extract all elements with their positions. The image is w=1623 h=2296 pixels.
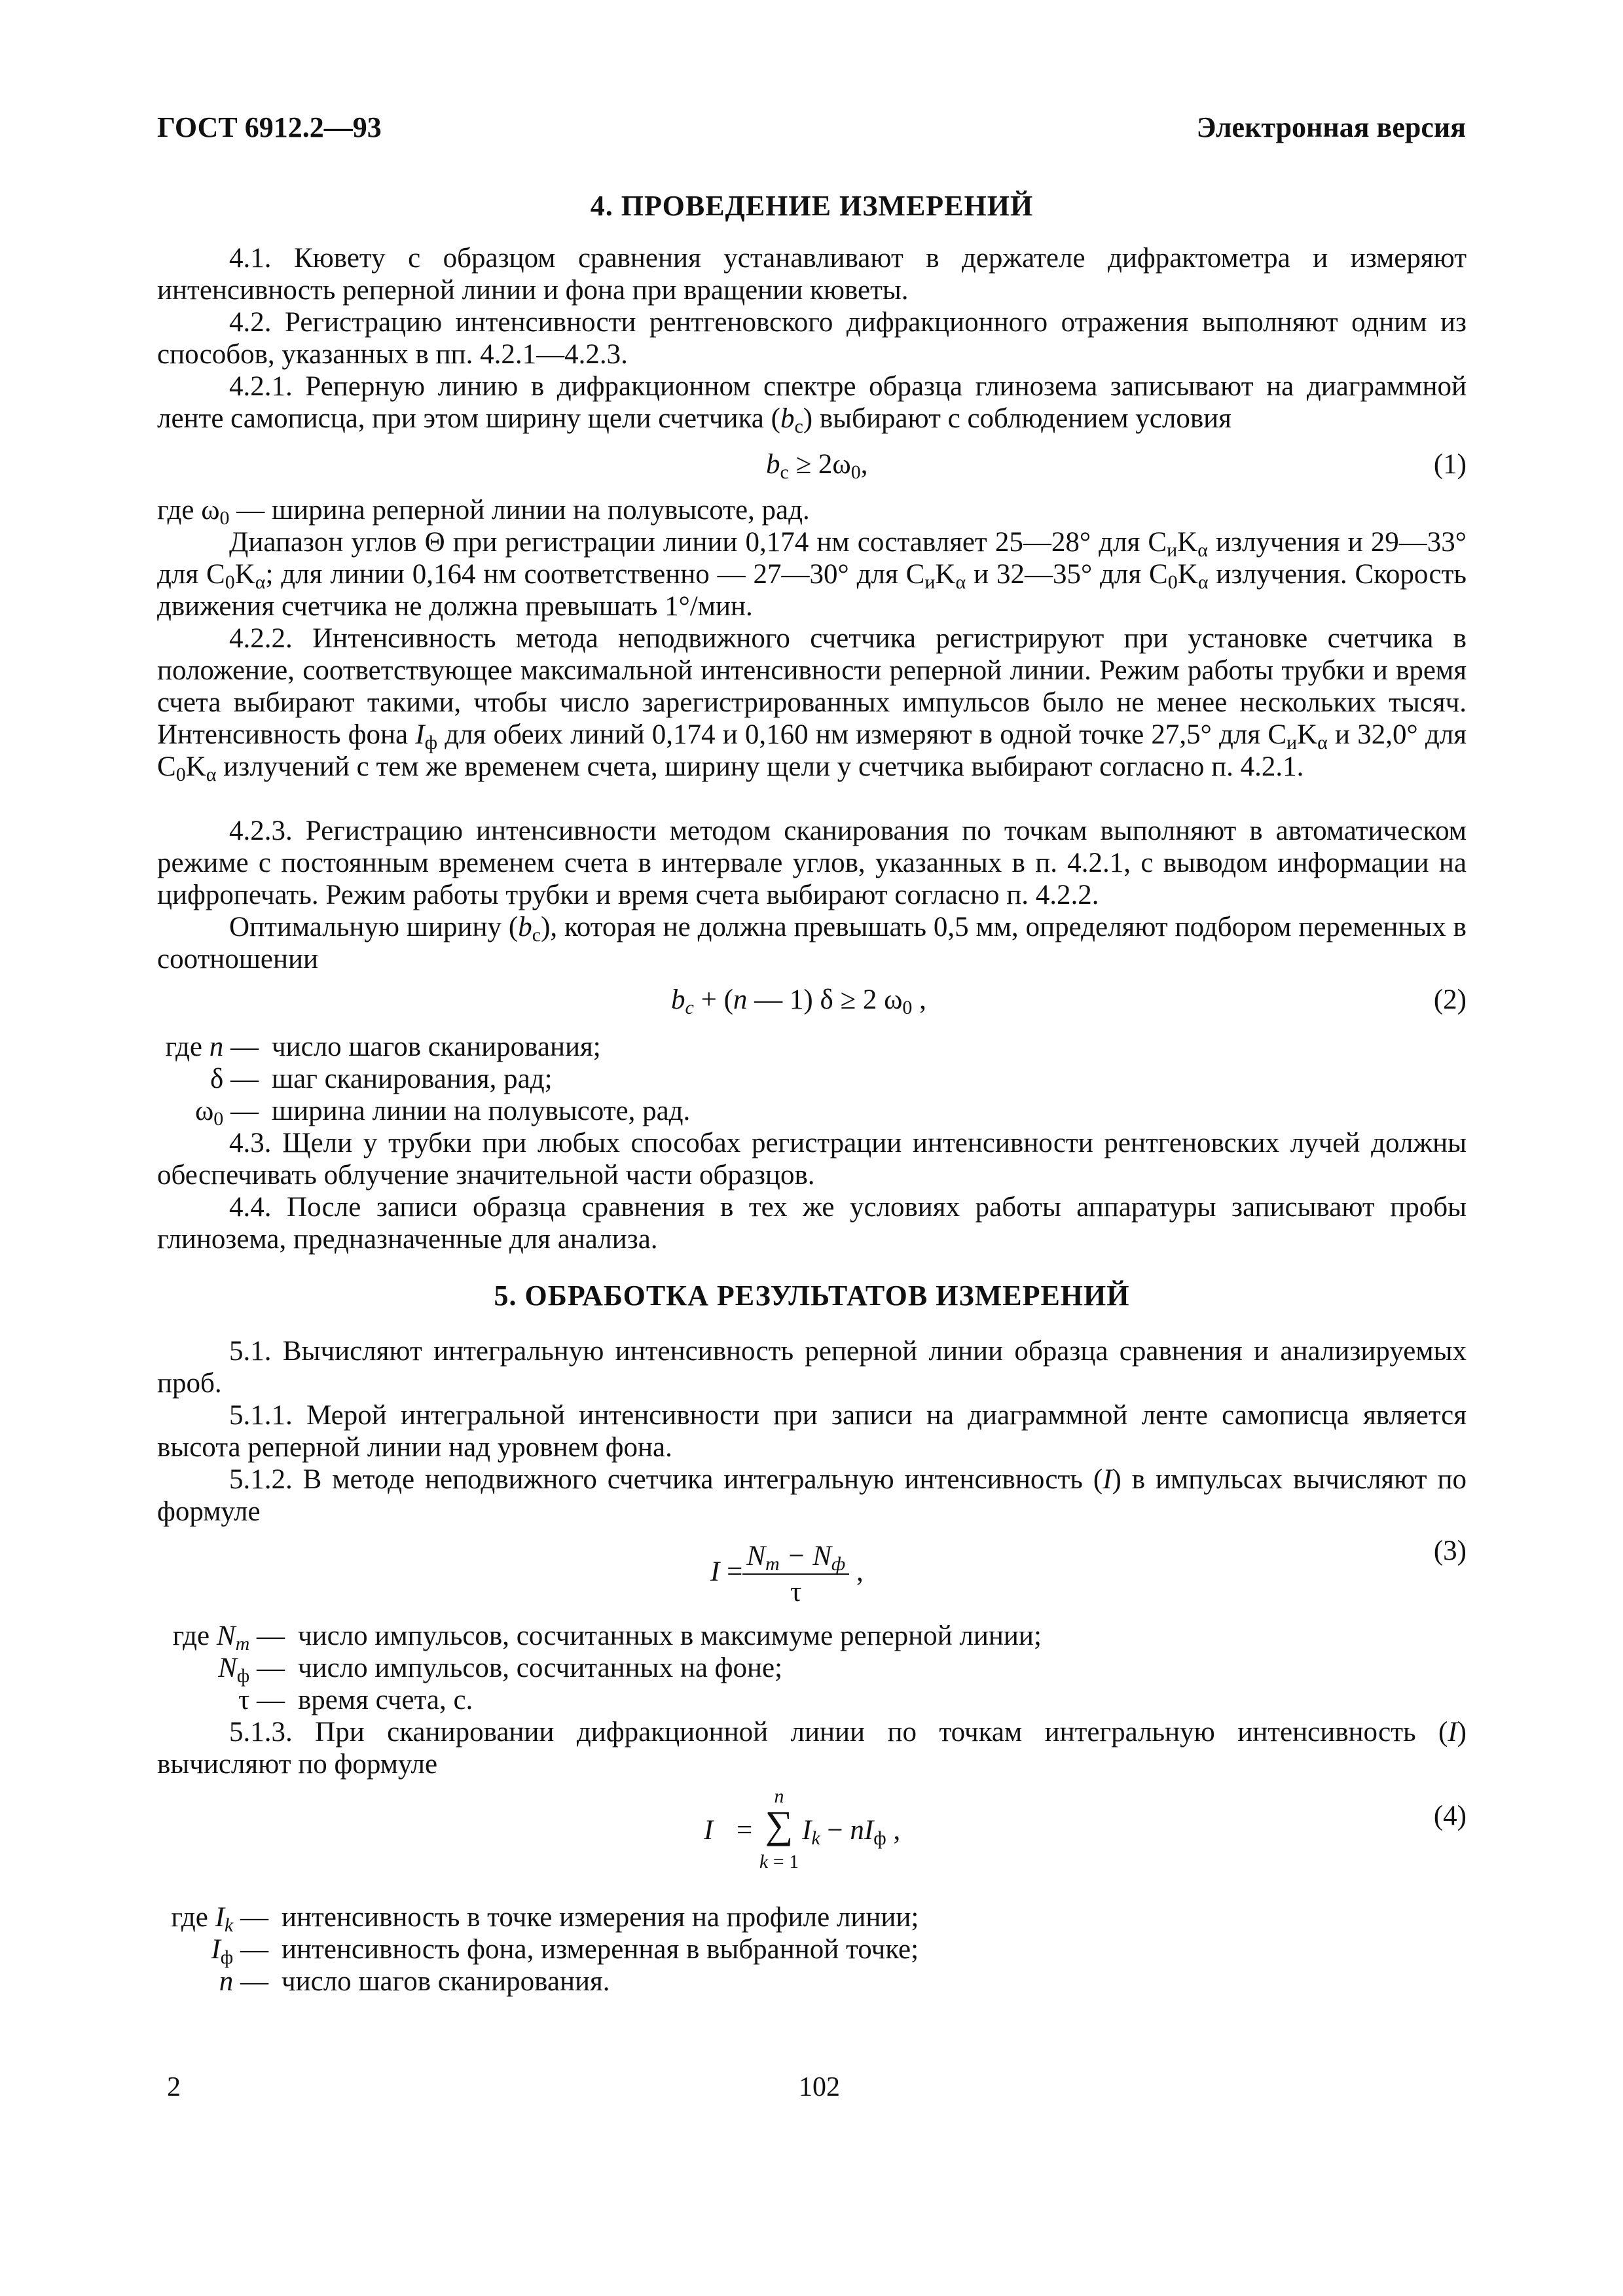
document-code: ГОСТ 6912.2—93 bbox=[157, 111, 382, 143]
paragraph-4-3: 4.3. Щели у трубки при любых способах регистрации интенсивности рентгеновских лучей должны обеспечивать облучение значительной части образцов. bbox=[157, 1128, 1467, 1191]
paragraph-5-1-1: 5.1.1. Мерой интегральной интенсивности при записи на диаграммной ленте самописца является высота реперной линии над уровнем фона. bbox=[157, 1400, 1467, 1463]
definition-row: где $N_m$ — число импульсов, сосчитанных в максимуме реперной линии; bbox=[172, 1621, 1042, 1655]
definition-row: δ — шаг сканирования, рад; bbox=[210, 1064, 553, 1094]
equation-1-number: (1) bbox=[1433, 449, 1467, 480]
paragraph-4-2: 4.2. Регистрацию интенсивности рентгеновского дифракционного отражения выполняют одним из способов, указанных в пп. 4.2.1—4.2.3. bbox=[157, 307, 1467, 370]
definition-row: $N_ф$ — число импульсов, сосчитанных на фоне; bbox=[218, 1653, 783, 1687]
definitions-eq3 bbox=[157, 1620, 1467, 1716]
equation-2: $b_c + (n$ — 1) δ ≥ 2 $\omega_0$ , (2) bbox=[671, 984, 1467, 1018]
definition-row: $I_ф$ — интенсивность фона, измеренная в выбранной точке; bbox=[211, 1934, 919, 1968]
equation-4: I = n ∑ k = 1 $I_k - nI_ф$ , (4) bbox=[704, 1785, 1467, 1873]
definition-omega0: где $\omega_0$ — ширина реперной линии на полувысоте, рад. bbox=[157, 495, 810, 529]
equation-3-number: (3) bbox=[1433, 1535, 1467, 1566]
paragraph-5-1-2: 5.1.2. В методе неподвижного счетчика интегральную интенсивность (I) в импульсах вычисляют по формуле bbox=[157, 1464, 1467, 1527]
page-number-center: 102 bbox=[799, 2072, 840, 2102]
definitions-eq4 bbox=[157, 1901, 1467, 1998]
page-number-left: 2 bbox=[167, 2072, 181, 2102]
equation-3: I = $\frac{N_m - N_ф}{\tau}$ , (3) bbox=[710, 1535, 1467, 1607]
definition-row: $\omega_0$ — ширина линии на полувысоте, рад. bbox=[194, 1096, 691, 1130]
paragraph-4-4: 4.4. После записи образца сравнения в тех же условиях работы аппаратуры записывают пробы глинозема, предназначенные для анализа. bbox=[157, 1192, 1467, 1255]
paragraph-5-1-3: 5.1.3. При сканировании дифракционной линии по точкам интегральную интенсивность (I) вычисляют по формуле bbox=[157, 1717, 1467, 1780]
paragraph-4-1: 4.1. Кювету с образцом сравнения устанавливают в держателе дифрактометра и измеряют интенсивность реперной линии и фона при вращении кюветы. bbox=[157, 243, 1467, 306]
paragraph-4-2-1: 4.2.1. Реперную линию в дифракционном спектре образца глинозема записывают на диаграммной ленте самописца, при этом ширину щели счетчика $(b_c)$ выбирают с соблюдением условия bbox=[157, 371, 1467, 437]
paragraph-5-1: 5.1. Вычисляют интегральную интенсивность реперной линии образца сравнения и анализируемых проб. bbox=[157, 1336, 1467, 1399]
definition-row: τ — время счета, с. bbox=[238, 1685, 473, 1715]
electronic-version-label: Электронная версия bbox=[1196, 111, 1466, 143]
paragraph-optimal-width: Оптимальную ширину $(b_c)$, которая не должна превышать 0,5 мм, определяют подбором переменных в соотношении bbox=[157, 912, 1467, 975]
definitions-eq2 bbox=[157, 1031, 1467, 1130]
section-4-title: 4. ПРОВЕДЕНИЕ ИЗМЕРЕНИЙ bbox=[590, 190, 1034, 222]
equation-2-number: (2) bbox=[1433, 984, 1467, 1015]
section-5-title: 5. ОБРАБОТКА РЕЗУЛЬТАТОВ ИЗМЕРЕНИЙ bbox=[494, 1280, 1130, 1312]
paragraph-4-2-2: 4.2.2. Интенсивность метода неподвижного счетчика регистрируют при установке счетчика в положение, соответствующее максимальной интенсивности реперной линии. Режим работы трубки и время счета выбирают такими, чтобы число зарегистрированных импульсов было не менее нескольких тысяч. Интенсивность фона $I_ф$ для обеих линий 0,174 и 0,160 нм измеряют в одной точке 27,5° для $C_иK_\alpha$ и 32,0° для $C_0K_\alpha$ излучений с тем же временем счета, ширину щели у счетчика выбирают согласно п. 4.2.1. bbox=[157, 623, 1467, 785]
paragraph-angle-range: Диапазон углов Θ при регистрации линии 0,174 нм составляет 25—28° для $C_иK_\alpha$ излучения и 29—33° для $C_0K_\alpha$; для линии 0,164 нм соответственно — 27—30° для $C_иK_\alpha$ и 32—35° для $C_0K_\alpha$ излучения. Скорость движения счетчика не должна превышать 1°/мин. bbox=[157, 527, 1467, 622]
definition-row: n — число шагов сканирования. bbox=[219, 1966, 610, 1997]
equation-1: $b_с \ge 2\omega_0$, (1) bbox=[766, 449, 1467, 483]
definition-row: где $I_k$ — интенсивность в точке измерения на профиле линии; bbox=[171, 1902, 919, 1936]
paragraph-4-2-3: 4.2.3. Регистрацию интенсивности методом сканирования по точкам выполняют в автоматическом режиме с постоянным временем счета в интервале углов, указанных в п. 4.2.1, с выводом информации на цифропечать. Режим работы трубки и время счета выбирают согласно п. 4.2.2. bbox=[157, 816, 1467, 910]
equation-4-number: (4) bbox=[1433, 1801, 1467, 1831]
definition-row: где n — число шагов сканирования; bbox=[165, 1031, 601, 1062]
